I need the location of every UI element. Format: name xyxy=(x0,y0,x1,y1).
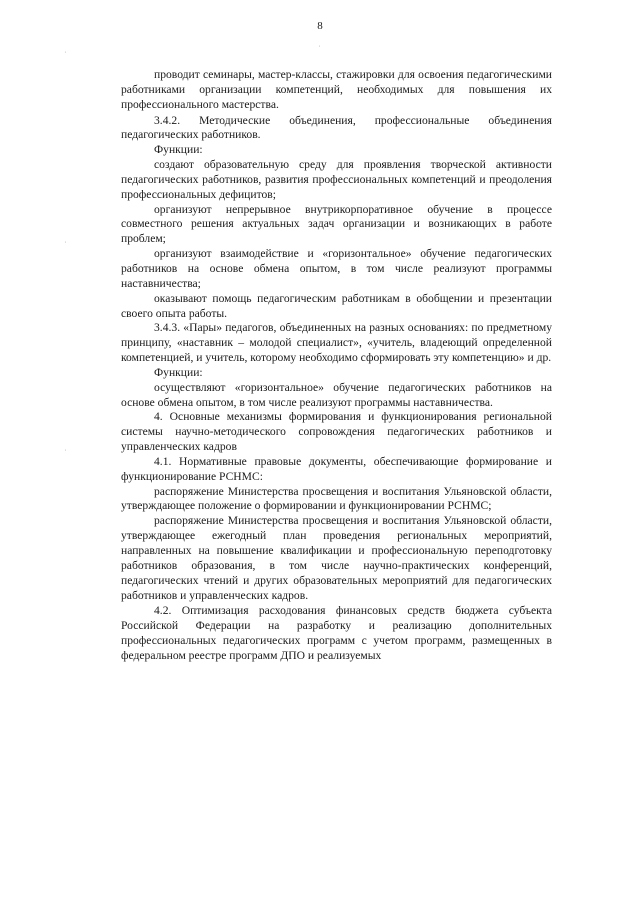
paragraph-function-assistance: оказывают помощь педагогическим работникам в обобщении и презентации своего опыта работы. xyxy=(121,291,552,320)
scan-artifact-mark: ˙ xyxy=(318,44,321,53)
scan-artifact-mark: ˙ xyxy=(64,50,67,59)
page-number: 8 xyxy=(317,20,323,32)
paragraph-functions-label: Функции: xyxy=(154,143,203,157)
paragraph-functions-label: Функции: xyxy=(154,365,203,379)
scan-artifact-mark: ˙ xyxy=(64,448,67,457)
paragraph-function-training: организуют непрерывное внутрикорпоративное обучение в процессе совместного решения актуальных задач организации и возникающих в работе проблем; xyxy=(121,202,552,246)
paragraph-professional-development: проводит семинары, мастер-классы, стажировки для освоения педагогическими работниками организации компетенций, необходимых для повышения их профессионального мастерства. xyxy=(121,68,552,111)
paragraph-function-environment: создают образовательную среду для проявления творческой активности педагогических работников, развития профессиональных компетенций и преодоления профессиональных дефицитов; xyxy=(121,158,552,201)
paragraph-section-4-heading: 4. Основные механизмы формирования и функционирования региональной системы научно-методического сопровождения педагогических работников и управленческих кадров xyxy=(121,410,552,454)
paragraph-section-3-4-2: 3.4.2. Методические объединения, профессиональные объединения педагогических работников. xyxy=(121,113,552,142)
paragraph-section-4-1: 4.1. Нормативные правовые документы, обеспечивающие формирование и функционирование РСНМС: xyxy=(121,454,552,483)
paragraph-section-4-2: 4.2. Оптимизация расходования финансовых средств бюджета субъекта Российской Федерации на разработку и реализацию дополнительных профессиональных педагогических программ с учетом программ, размещенных в федеральном реестре программ ДПО и реализуемых xyxy=(121,604,552,662)
paragraph-order-annual-plan: распоряжение Министерства просвещения и воспитания Ульяновской области, утверждающее ежегодный план проведения региональных мероприятий, направленных на повышение квалификации и профессиональную переподготовку работников образования, в том числе научно-практических конференций, педагогических чтений и других образовательных мероприятий для педагогических работников и управленческих кадров. xyxy=(121,514,552,602)
paragraph-function-horizontal-training: осуществляют «горизонтальное» обучение педагогических работников на основе обмена опытом, в том числе реализуют программы наставничества. xyxy=(121,380,552,409)
paragraph-order-regulation: распоряжение Министерства просвещения и воспитания Ульяновской области, утверждающее положение о формировании и функционировании РСНМС; xyxy=(121,484,552,513)
paragraph-function-interaction: организуют взаимодействие и «горизонтальное» обучение педагогических работников на основе обмена опытом, в том числе реализуют программы наставничества; xyxy=(121,247,552,290)
paragraph-section-3-4-3: 3.4.3. «Пары» педагогов, объединенных на разных основаниях: по предметному принципу, «наставник – молодой специалист», «учитель, владеющий определенной компетенцией, и учитель, которому необходимо сформировать эту компетенцию» и др. xyxy=(121,321,552,365)
document-body xyxy=(121,68,552,664)
scan-artifact-mark: ˙ xyxy=(64,240,67,249)
